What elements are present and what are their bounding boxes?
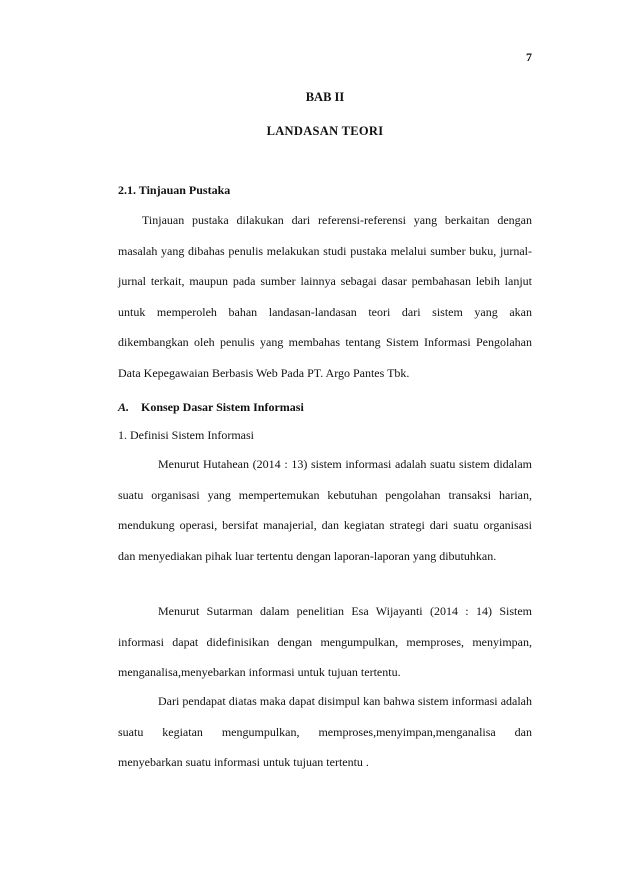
page-number: 7 (526, 50, 532, 64)
chapter-title: LANDASAN TEORI (266, 124, 384, 138)
paragraph-sutarman: Menurut Sutarman dalam penelitian Esa Wijayanti (2014 : 14) Sistem informasi dapat didefinisikan dengan mengumpulkan, memproses, menyimpan, menganalisa,menyebarkan informasi untuk tujuan tertentu. (118, 604, 532, 679)
section-heading-tinjauan-pustaka: 2.1. Tinjauan Pustaka (118, 183, 231, 197)
subheading-definisi: 1. Definisi Sistem Informasi (118, 428, 254, 442)
paragraph-tinjauan-pustaka: Tinjauan pustaka dilakukan dari referensi-referensi yang berkaitan dengan masalah yang dibahas penulis melakukan studi pustaka melalui sumber buku, jurnal-jurnal terkait, maupun pada sumber lainnya sebagai dasar pembahasan lebih lanjut untuk memperoleh bahan landasan-landasan teori dari sistem yang akan dikembangkan oleh penulis yang membahas tentang Sistem Informasi Pengolahan Data Kepegawaian Berbasis Web Pada PT. Argo Pantes Tbk. (118, 213, 532, 380)
section-heading-konsep-dasar (118, 400, 304, 415)
chapter-label: BAB II (305, 90, 345, 104)
paragraph-hutahean: Menurut Hutahean (2014 : 13) sistem informasi adalah suatu sistem didalam suatu organisasi yang mempertemukan kebutuhan pengolahan transaksi harian, mendukung operasi, bersifat manajerial, dan kegiatan strategi dari suatu organisasi dan menyediakan pihak luar tertentu dengan laporan-laporan yang dibutuhkan. (118, 457, 532, 563)
section-heading-text: Konsep Dasar Sistem Informasi (141, 400, 304, 414)
paragraph-kesimpulan: Dari pendapat diatas maka dapat disimpul kan bahwa sistem informasi adalah suatu kegiatan mengumpulkan, memproses,menyimpan,menganalisa dan menyebarkan suatu informasi untuk tujuan tertentu . (118, 694, 532, 769)
section-letter: A. (118, 400, 130, 414)
